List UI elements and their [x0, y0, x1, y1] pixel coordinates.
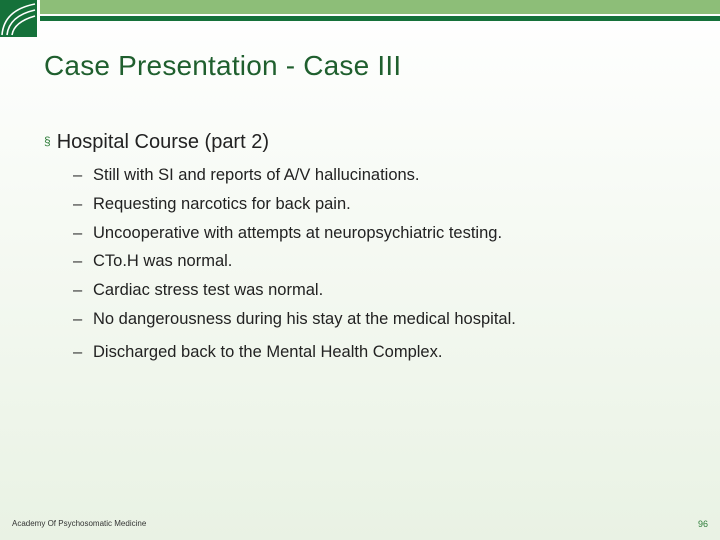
sub-bullet: [73, 224, 502, 243]
dash-icon: –: [73, 166, 83, 184]
bullet-hospital-course: [44, 131, 269, 154]
logo: [0, 0, 38, 37]
sub-bullet-text: Uncooperative with attempts at neuropsychiatric testing.: [93, 224, 503, 242]
dash-icon: –: [73, 310, 83, 328]
sub-bullet-text: CTo.H was normal.: [93, 252, 233, 270]
sub-bullet: [73, 310, 516, 329]
bullet-text: Hospital Course (part 2): [56, 131, 269, 153]
header-band-light: [40, 0, 720, 14]
sub-bullet: [73, 281, 323, 300]
section-bullet-icon: §: [44, 134, 51, 148]
sub-bullet-text: No dangerousness during his stay at the medical hospital.: [93, 310, 516, 328]
header-band-dark: [40, 16, 720, 21]
sub-bullet-text: Still with SI and reports of A/V hallucinations.: [93, 166, 420, 184]
page-number: 96: [697, 519, 708, 529]
dash-icon: –: [73, 343, 83, 361]
dash-icon: –: [73, 281, 83, 299]
dash-icon: –: [73, 195, 83, 213]
dash-icon: –: [73, 224, 83, 242]
footer-organization: Academy Of Psychosomatic Medicine: [12, 519, 147, 528]
sub-bullet: [73, 343, 442, 362]
sub-bullet: [73, 166, 420, 185]
sub-bullet: [73, 195, 351, 214]
sub-bullet-text: Cardiac stress test was normal.: [93, 281, 324, 299]
sub-bullet: [73, 252, 232, 271]
sub-bullet-text: Discharged back to the Mental Health Complex.: [93, 343, 443, 361]
slide-title: Case Presentation - Case III: [44, 50, 402, 81]
sub-bullet-text: Requesting narcotics for back pain.: [93, 195, 351, 213]
logo-arcs-icon: [0, 0, 37, 37]
dash-icon: –: [73, 252, 83, 270]
